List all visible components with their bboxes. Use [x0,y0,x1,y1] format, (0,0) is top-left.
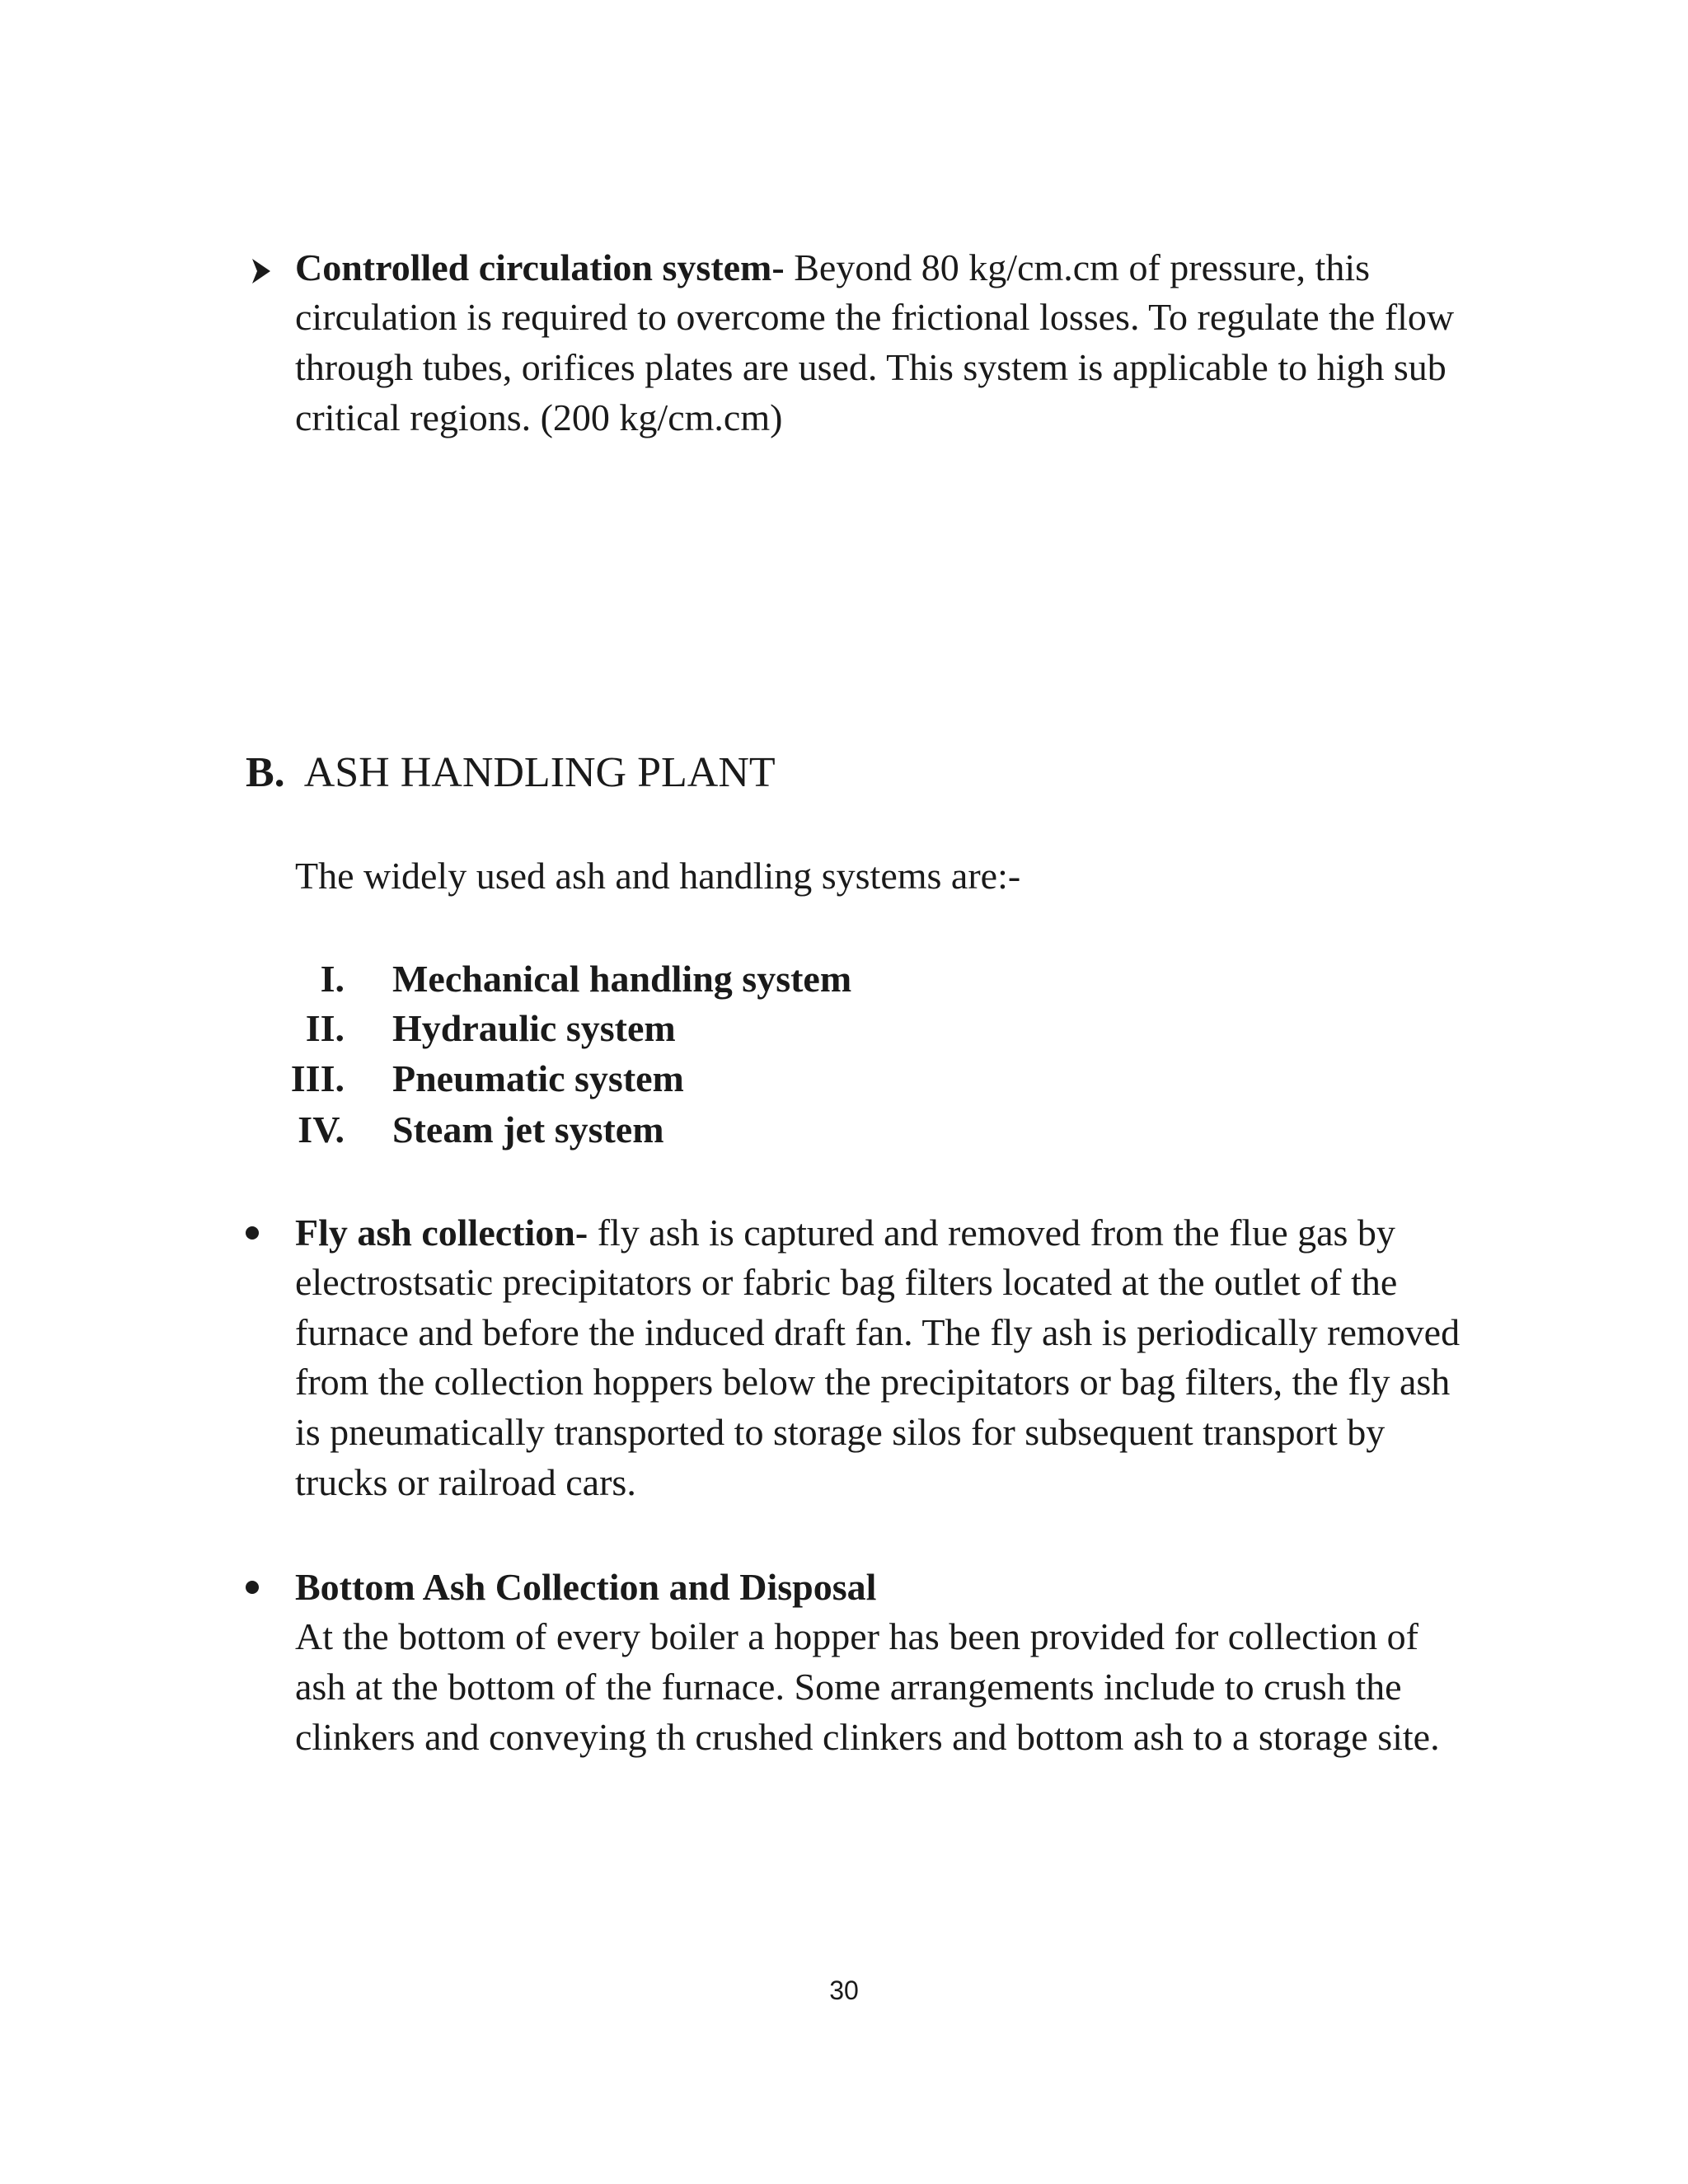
list-label: Pneumatic system [392,1057,684,1099]
bottom-ash-line-3: clinkers and conveying th crushed clinkers and bottom ash to a storage site. [295,1716,1440,1758]
fly-ash-text: fly ash is captured and removed from the flue gas by [588,1212,1395,1254]
fly-ash-line-1 [295,1207,1395,1258]
fly-ash-line-4: from the collection hoppers below the precipitators or bag filters, the fly ash [295,1361,1451,1403]
controlled-circulation-line-2: circulation is required to overcome the frictional losses. To regulate the flow [295,296,1455,338]
section-heading [246,744,776,802]
list-label: Mechanical handling system [392,958,852,1000]
page-number: 30 [829,1975,859,2005]
controlled-circulation-line-4: critical regions. (200 kg/cm.cm) [295,396,783,438]
bullet-dot-icon [246,1581,259,1594]
list-numeral: II. [305,1007,345,1049]
fly-ash-line-5: is pneumatically transported to storage silos for subsequent transport by [295,1411,1386,1453]
arrow-bullet-icon [249,246,274,297]
bottom-ash-title: Bottom Ash Collection and Disposal [295,1566,877,1608]
heading-letter: B. [246,749,285,796]
controlled-circulation-title: Controlled circulation system- [295,246,785,288]
list-label: Hydraulic system [392,1007,676,1049]
fly-ash-line-6: trucks or railroad cars. [295,1461,636,1503]
fly-ash-line-2: electrostsatic precipitators or fabric bag filters located at the outlet of the [295,1261,1398,1303]
intro-text: The widely used ash and handling systems are:- [295,855,1021,897]
heading-title: ASH HANDLING PLANT [303,749,776,796]
bottom-ash-line-2: ash at the bottom of the furnace. Some arrangements include to crush the [295,1666,1402,1708]
fly-ash-line-3: furnace and before the induced draft fan. The fly ash is periodically removed [295,1311,1461,1353]
controlled-circulation-line-1 [295,242,1370,293]
bullet-dot-icon [246,1226,259,1240]
list-numeral: IV. [298,1108,345,1151]
bottom-ash-line-1: At the bottom of every boiler a hopper has been provided for collection of [295,1615,1418,1657]
list-label: Steam jet system [392,1108,664,1151]
list-numeral: III. [290,1057,345,1099]
controlled-circulation-line-3: through tubes, orifices plates are used. This system is applicable to high sub [295,346,1447,388]
controlled-circulation-text: Beyond 80 kg/cm.cm of pressure, this [784,246,1371,288]
list-numeral: I. [320,958,345,1000]
fly-ash-title: Fly ash collection- [295,1212,588,1254]
